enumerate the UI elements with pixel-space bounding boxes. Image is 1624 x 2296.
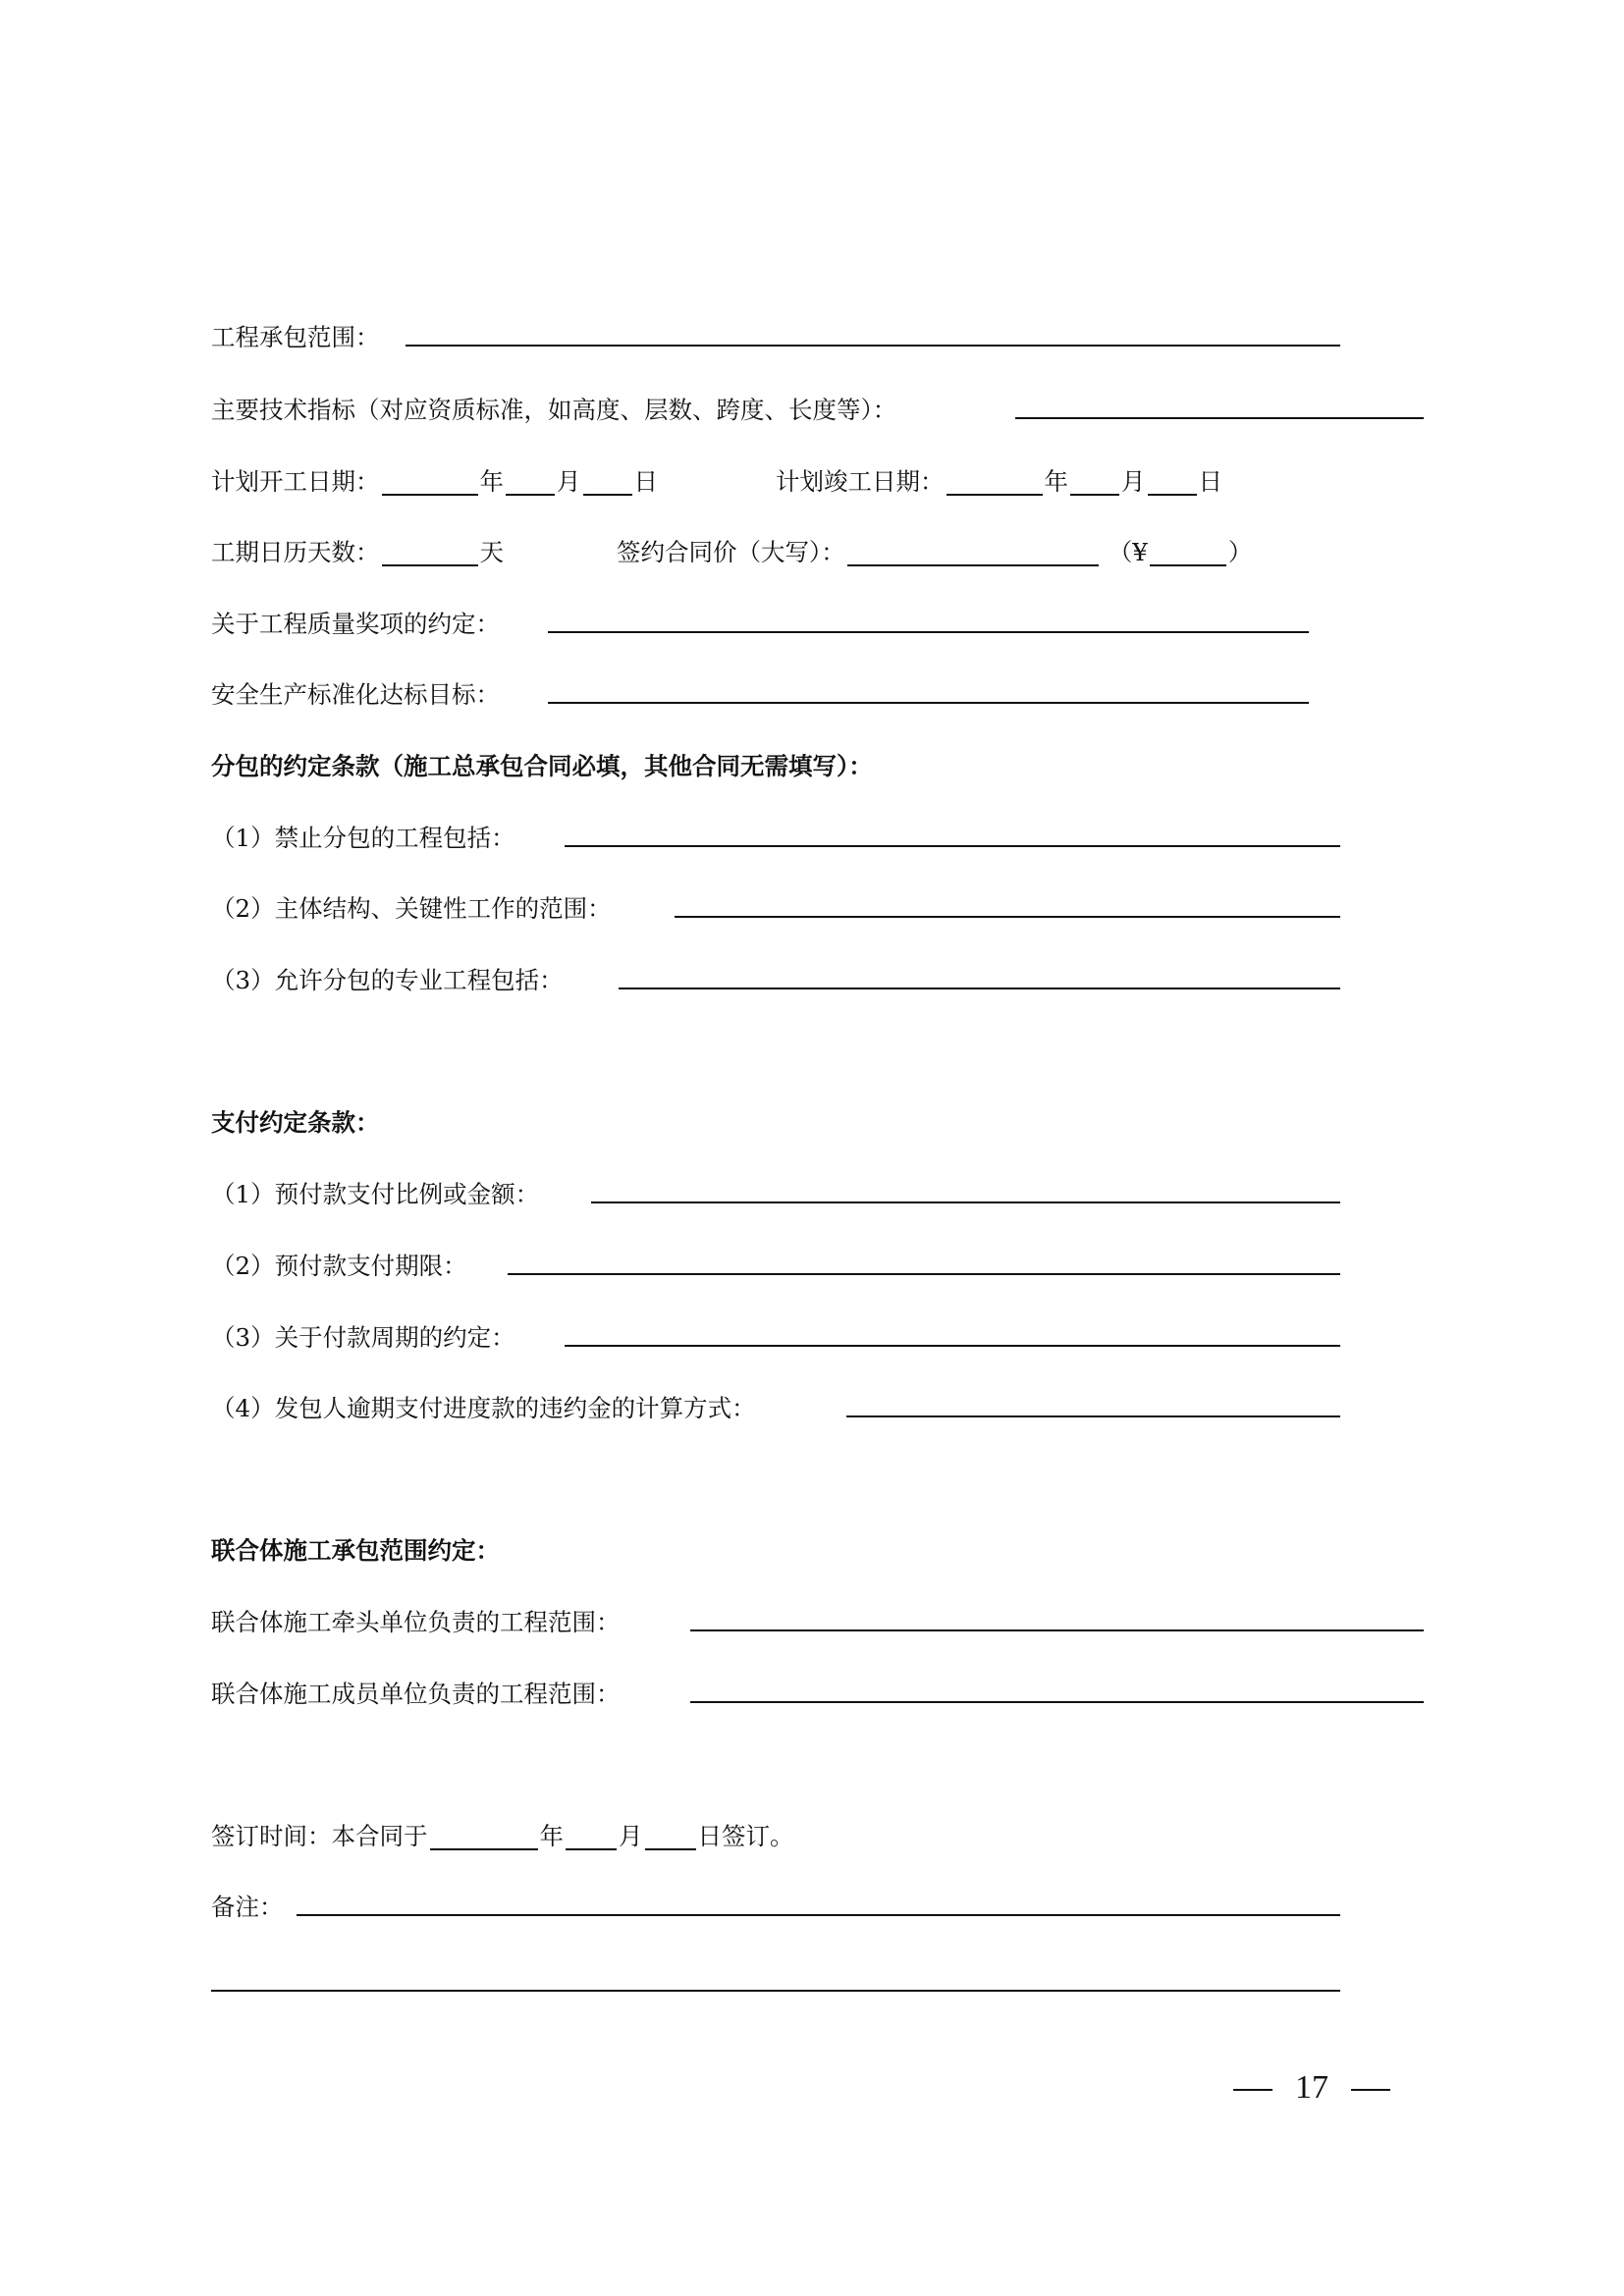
signing-month-label: 月 bbox=[619, 1822, 643, 1850]
payment-field-4[interactable] bbox=[846, 1415, 1340, 1417]
price-close: ） bbox=[1227, 538, 1253, 566]
finish-month-label: 月 bbox=[1121, 467, 1146, 496]
payment-heading: 支付约定条款： bbox=[211, 1108, 380, 1137]
payment-item-2 bbox=[211, 1245, 467, 1280]
tech-field[interactable] bbox=[1015, 417, 1424, 419]
start-year-field[interactable] bbox=[382, 468, 478, 496]
consortium-heading: 联合体施工承包范围约定： bbox=[211, 1536, 500, 1565]
payment-heading-row bbox=[211, 1101, 380, 1137]
payment-item-label: （2）预付款支付期限： bbox=[211, 1252, 467, 1280]
start-year-label: 年 bbox=[479, 467, 504, 496]
consortium-member-field[interactable] bbox=[690, 1701, 1424, 1703]
quality-row bbox=[211, 603, 500, 638]
price-words-field[interactable] bbox=[847, 539, 1099, 566]
dates-row bbox=[211, 460, 1222, 496]
subcontract-item-label: （3）允许分包的专业工程包括： bbox=[211, 966, 564, 994]
scope-row bbox=[211, 316, 380, 351]
payment-item-1 bbox=[211, 1173, 539, 1208]
quality-field[interactable] bbox=[548, 631, 1309, 633]
days-unit: 天 bbox=[479, 538, 504, 566]
payment-field-3[interactable] bbox=[565, 1345, 1340, 1347]
signing-year-label: 年 bbox=[539, 1822, 564, 1850]
consortium-lead-label: 联合体施工牵头单位负责的工程范围： bbox=[211, 1608, 621, 1636]
finish-day-field[interactable] bbox=[1148, 468, 1197, 496]
consortium-member-label: 联合体施工成员单位负责的工程范围： bbox=[211, 1680, 621, 1708]
finish-year-field[interactable] bbox=[947, 468, 1043, 496]
page-number bbox=[1233, 2069, 1390, 2107]
payment-item-3 bbox=[211, 1316, 515, 1352]
scope-field[interactable] bbox=[406, 345, 1340, 347]
subcontract-field-1[interactable] bbox=[565, 845, 1340, 847]
page-number-text: 17 bbox=[1295, 2069, 1328, 2106]
subcontract-heading-row bbox=[211, 745, 873, 780]
price-label: 签约合同价（大写）： bbox=[617, 538, 845, 566]
price-number-field[interactable] bbox=[1150, 539, 1226, 566]
signing-label: 签订时间：本合同于 bbox=[211, 1822, 428, 1850]
safety-field[interactable] bbox=[548, 702, 1309, 704]
tech-label: 主要技术指标（对应资质标准，如高度、层数、跨度、长度等）： bbox=[211, 396, 897, 424]
days-label: 工期日历天数： bbox=[211, 538, 380, 566]
signing-month-field[interactable] bbox=[566, 1823, 617, 1850]
signing-day-label: 日签订。 bbox=[697, 1822, 794, 1850]
payment-item-4 bbox=[211, 1387, 756, 1422]
payment-field-2[interactable] bbox=[508, 1273, 1340, 1275]
consortium-lead-field[interactable] bbox=[690, 1629, 1424, 1631]
quality-label: 关于工程质量奖项的约定： bbox=[211, 610, 500, 638]
subcontract-item-1 bbox=[211, 817, 515, 852]
page-number-dash-left bbox=[1233, 2089, 1272, 2091]
subcontract-field-3[interactable] bbox=[619, 988, 1340, 989]
start-day-field[interactable] bbox=[583, 468, 632, 496]
start-month-field[interactable] bbox=[506, 468, 555, 496]
subcontract-heading: 分包的约定条款（施工总承包合同必填，其他合同无需填写）： bbox=[211, 752, 873, 780]
finish-month-field[interactable] bbox=[1070, 468, 1119, 496]
finish-day-label: 日 bbox=[1198, 467, 1222, 496]
start-day-label: 日 bbox=[633, 467, 658, 496]
payment-item-label: （4）发包人逾期支付进度款的违约金的计算方式： bbox=[211, 1394, 756, 1422]
signing-day-field[interactable] bbox=[645, 1823, 696, 1850]
subcontract-item-2 bbox=[211, 887, 612, 923]
subcontract-item-label: （2）主体结构、关键性工作的范围： bbox=[211, 894, 612, 923]
tech-row bbox=[211, 389, 896, 424]
subcontract-field-2[interactable] bbox=[675, 916, 1340, 918]
price-open: （¥ bbox=[1108, 538, 1148, 566]
consortium-heading-row bbox=[211, 1529, 500, 1565]
safety-label: 安全生产标准化达标目标： bbox=[211, 680, 500, 709]
remarks-field[interactable] bbox=[297, 1914, 1340, 1916]
remarks-label: 备注： bbox=[211, 1893, 284, 1921]
consortium-lead-row bbox=[211, 1601, 621, 1636]
remarks-field-line-2[interactable] bbox=[211, 1990, 1340, 1992]
signing-row bbox=[211, 1815, 794, 1850]
payment-field-1[interactable] bbox=[591, 1201, 1340, 1203]
page-number-dash-right bbox=[1351, 2089, 1390, 2091]
remarks-row bbox=[211, 1886, 284, 1921]
safety-row bbox=[211, 673, 500, 709]
subcontract-item-3 bbox=[211, 959, 564, 994]
duration-price-row bbox=[211, 531, 1252, 566]
consortium-member-row bbox=[211, 1673, 621, 1708]
start-date-label: 计划开工日期： bbox=[211, 467, 380, 496]
finish-year-label: 年 bbox=[1044, 467, 1068, 496]
scope-label: 工程承包范围： bbox=[211, 323, 380, 351]
finish-date-label: 计划竣工日期： bbox=[776, 467, 945, 496]
payment-item-label: （3）关于付款周期的约定： bbox=[211, 1323, 515, 1352]
payment-item-label: （1）预付款支付比例或金额： bbox=[211, 1180, 540, 1208]
signing-year-field[interactable] bbox=[430, 1823, 538, 1850]
start-month-label: 月 bbox=[557, 467, 581, 496]
subcontract-item-label: （1）禁止分包的工程包括： bbox=[211, 824, 515, 852]
days-field[interactable] bbox=[382, 539, 478, 566]
